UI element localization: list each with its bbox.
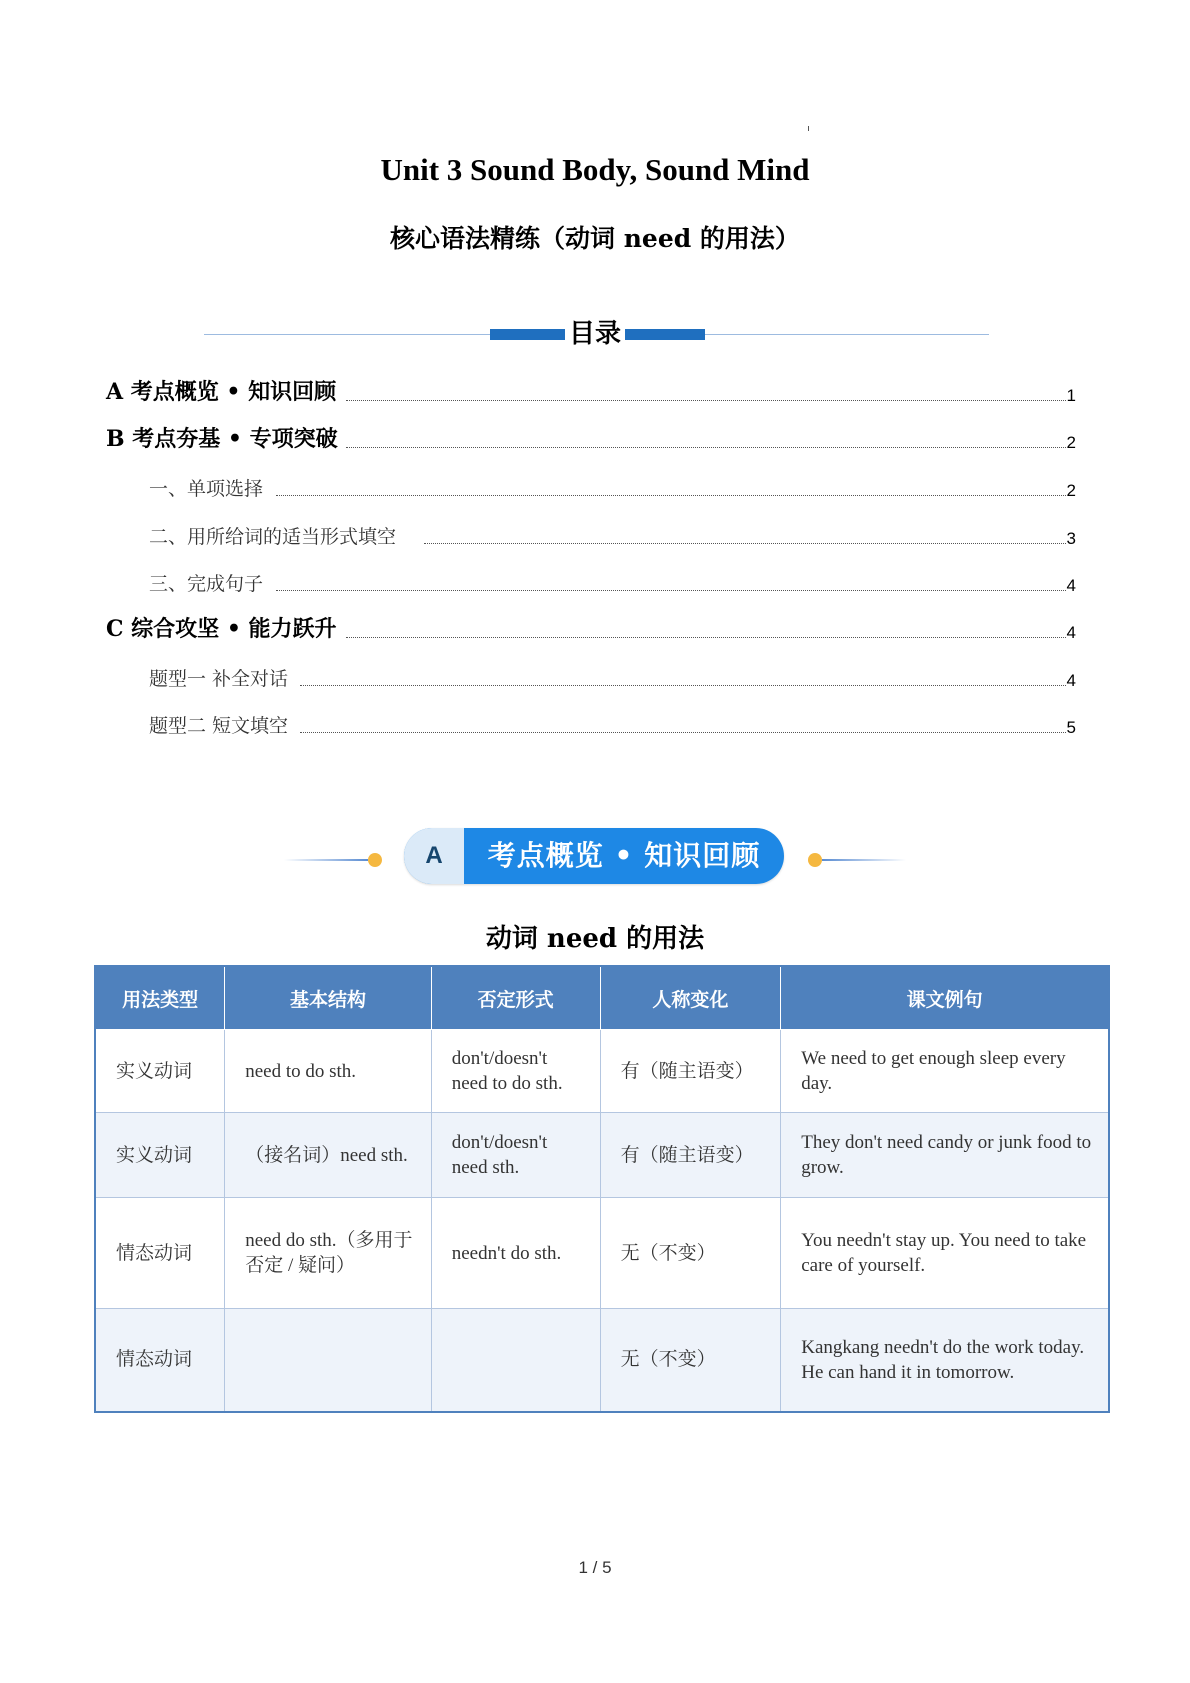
toc-divider-right [705,334,989,335]
table-cell: （接名词）need sth. [225,1113,432,1198]
document-subtitle: 核心语法精练（动词 need 的用法） [390,224,800,253]
toc-entry-page: 4 [1066,671,1076,690]
toc-leader-dots [346,447,1066,448]
toc-entry-label: C 综合攻坚 • 能力跃升 [106,616,337,642]
toc-entry-page: 2 [1066,481,1076,500]
toc-entry-label: A 考点概览 • 知识回顾 [106,379,337,405]
column-header: 基本结构 [225,966,432,1030]
banner-dot-left [368,853,382,867]
need-usage-table [94,965,1110,1413]
toc-leader-dots [346,400,1066,401]
toc-heading: 目录 [568,319,621,349]
toc-entry[interactable] [0,421,1190,455]
table-cell: don't/doesn't need to do sth. [431,1030,600,1113]
toc-entry-page: 2 [1066,433,1076,452]
table-cell: don't/doesn't need sth. [431,1113,600,1198]
table-cell: 实义动词 [95,1113,225,1198]
document-title: Unit 3 Sound Body, Sound Mind [380,152,810,187]
section-title: 动词 need 的用法 [485,924,705,954]
toc-entry-label: 三、完成句子 [149,573,264,595]
toc-entry[interactable] [0,517,1190,551]
toc-entry-label: B 考点夯基 • 专项突破 [106,426,338,452]
toc-entry[interactable] [0,659,1190,693]
table-cell: 实义动词 [95,1030,225,1113]
table-cell: need do sth.（多用于否定 / 疑问） [225,1198,432,1309]
table-row [95,1309,1109,1412]
toc-entry[interactable] [0,706,1190,740]
table-cell: 无（不变） [600,1309,781,1412]
column-header: 课文例句 [781,966,1109,1030]
toc-entry-page: 1 [1066,386,1076,405]
banner-letter: A [404,828,464,884]
table-cell: 无（不变） [600,1198,781,1309]
toc-entry[interactable] [0,469,1190,503]
column-header: 用法类型 [95,966,225,1030]
toc-leader-dots [276,590,1066,591]
table-cell: 有（随主语变） [600,1113,781,1198]
toc-entry-label: 题型二 短文填空 [149,715,289,737]
toc-entry[interactable] [0,611,1190,645]
table-row [95,1198,1109,1309]
table-cell: Kangkang needn't do the work today. He can hand it in tomorrow. [781,1309,1109,1412]
toc-leader-dots [346,637,1066,638]
column-header: 否定形式 [431,966,600,1030]
table-cell: They don't need candy or junk food to grow. [781,1113,1109,1198]
table-row [95,1030,1109,1113]
banner-dot-right [808,853,822,867]
table-cell: 情态动词 [95,1309,225,1412]
toc-bar-left [490,329,565,340]
toc-entry-page: 4 [1066,576,1076,595]
toc-leader-dots [276,495,1066,496]
banner-line-left [284,859,368,861]
corner-tick-mark [808,126,809,131]
table-cell: need to do sth. [225,1030,432,1113]
toc-leader-dots [300,685,1066,686]
toc-entry-page: 3 [1066,529,1076,548]
toc-bar-right [625,329,705,340]
table-cell: 情态动词 [95,1198,225,1309]
section-a-banner [404,828,784,884]
table-header-row [95,966,1109,1030]
toc-entry[interactable] [0,374,1190,408]
toc-leader-dots [424,543,1066,544]
column-header: 人称变化 [600,966,781,1030]
toc-leader-dots [300,732,1066,733]
table-cell: You needn't stay up. You need to take care of yourself. [781,1198,1109,1309]
toc-entry[interactable] [0,564,1190,598]
toc-entry-label: 二、用所给词的适当形式填空 [149,526,397,548]
banner-line-right [822,859,906,861]
table-cell: 有（随主语变） [600,1030,781,1113]
table-cell [431,1309,600,1412]
table-cell: We need to get enough sleep every day. [781,1030,1109,1113]
toc-divider-left [204,334,490,335]
toc-entry-label: 一、单项选择 [149,478,264,500]
table-cell [225,1309,432,1412]
toc-entry-label: 题型一 补全对话 [149,668,289,690]
toc-entry-page: 5 [1066,718,1076,737]
table-row [95,1113,1109,1198]
table-cell: needn't do sth. [431,1198,600,1309]
page-number: 1 / 5 [578,1558,612,1577]
toc-entry-page: 4 [1066,623,1076,642]
banner-text: 考点概览 • 知识回顾 [487,839,761,872]
